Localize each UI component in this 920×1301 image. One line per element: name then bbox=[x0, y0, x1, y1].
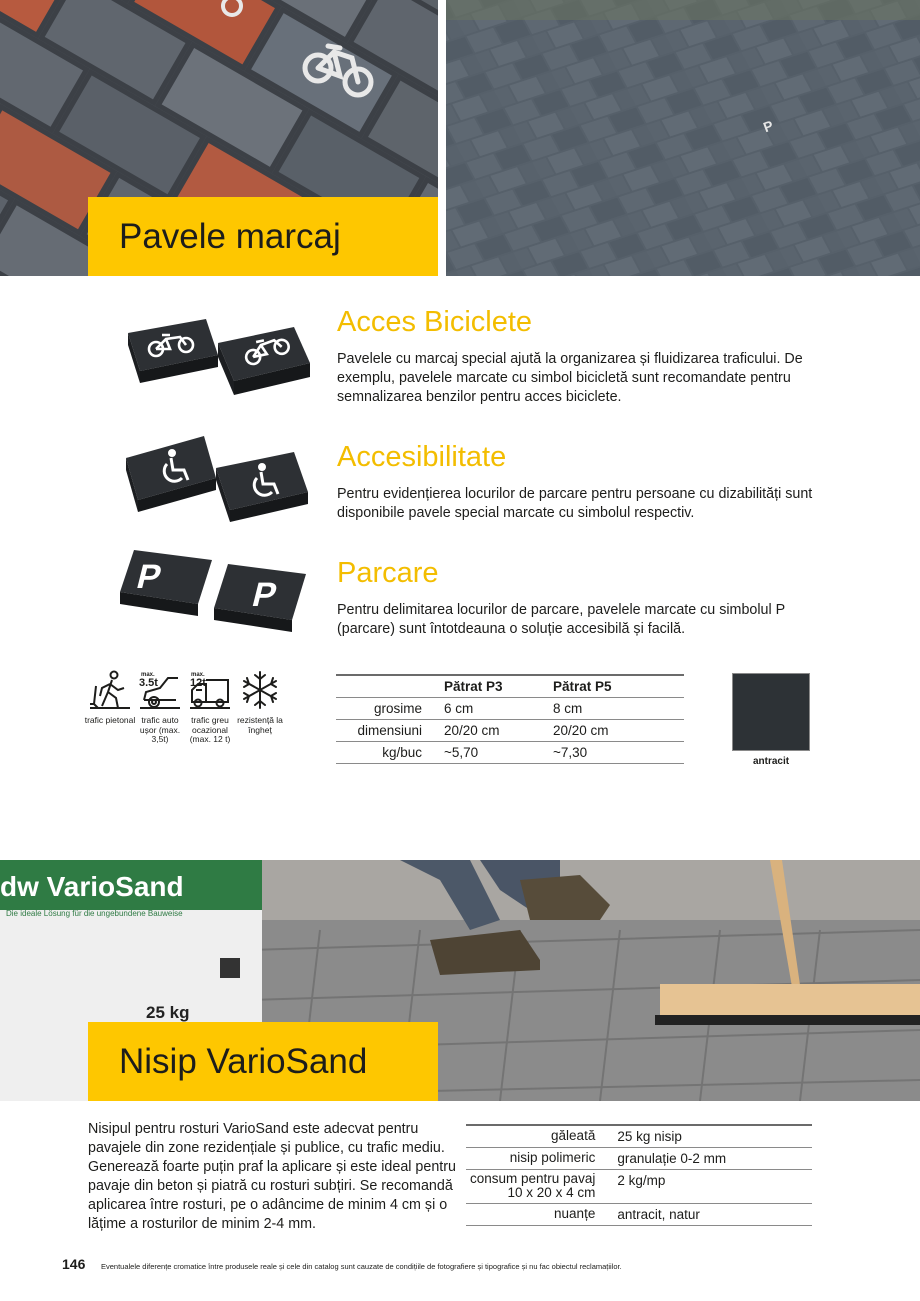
page-title: Pavele marcaj bbox=[119, 216, 341, 256]
table-row-key bbox=[466, 1169, 604, 1203]
table-cell: ~7,30 bbox=[549, 741, 684, 763]
usage-icon-car bbox=[134, 670, 186, 745]
table-cell: antracit, natur bbox=[604, 1203, 812, 1225]
section-title-box bbox=[88, 197, 438, 276]
truck-badge-top: max. bbox=[191, 672, 205, 678]
bucket-tagline: Die ideale Lösung für die ungebundene Bauweise bbox=[6, 909, 183, 918]
table-row-key: nuanțe bbox=[466, 1203, 604, 1225]
product-text-bicycle: Pavelele cu marcaj special ajută la organizarea și fluidizarea traficului. De exemplu, pavelele marcate cu simbol bicicletă sunt recomandate pentru semnalizarea benzilor pentru acces biciclete. bbox=[337, 351, 803, 405]
usage-label-frost: rezistență la îngheț bbox=[237, 715, 283, 735]
car-badge-top: max. bbox=[141, 672, 155, 678]
parking-icon: P bbox=[248, 576, 281, 614]
usage-icon-frost bbox=[234, 670, 286, 735]
table-row-key: găleată bbox=[466, 1125, 604, 1147]
table-cell: 8 cm bbox=[549, 697, 684, 719]
table-row bbox=[336, 719, 684, 741]
table-row-key: kg/buc bbox=[336, 741, 431, 763]
product-text-parking: Pentru delimitarea locurilor de parcare, pavelele marcate cu simbolul P (parcare) sunt întotdeauna o soluție accesibilă și facilă. bbox=[337, 602, 785, 637]
table-row bbox=[336, 741, 684, 763]
hero-photo-right bbox=[446, 0, 920, 276]
table-row-key-line2: 10 x 20 x 4 cm bbox=[507, 1185, 596, 1200]
bucket-brand: dw VarioSand bbox=[0, 871, 184, 902]
snowflake-icon bbox=[238, 670, 282, 710]
paving-photo-right bbox=[446, 0, 920, 276]
variosand-description: Nisipul pentru rosturi VarioSand este adecvat pentru pavajele din zone rezidențiale și publice, cu trafic mediu. Generează foarte puțin praf la aplicare și este ideal pentru pavaje din beton și piatră cu rosturi subțiri. Se recomandă aplicarea între rosturi, pe o adâncime de minim 4 cm și o lățime a rosturilor de minim 2-4 mm. bbox=[88, 1121, 456, 1232]
table-cell: 20/20 cm bbox=[431, 719, 549, 741]
table-row bbox=[466, 1203, 812, 1225]
section2-title-box bbox=[88, 1022, 438, 1101]
table-row bbox=[466, 1169, 812, 1203]
qr-code bbox=[220, 958, 240, 978]
table-cell: 6 cm bbox=[431, 697, 549, 719]
truck-badge: 12t bbox=[190, 677, 206, 689]
bucket-weight: 25 kg bbox=[146, 1003, 190, 1022]
usage-icons bbox=[84, 670, 284, 760]
parking-marking: P bbox=[761, 117, 776, 136]
product-title-parking: Parcare bbox=[337, 557, 439, 589]
table-cell: ~5,70 bbox=[431, 741, 549, 763]
usage-icon-pedestrian bbox=[84, 670, 136, 726]
table-row-key: nisip polimeric bbox=[466, 1147, 604, 1169]
truck-icon bbox=[188, 670, 232, 710]
usage-label-truck: trafic greu ocazional (max. 12 t) bbox=[189, 715, 231, 744]
table-row bbox=[466, 1125, 812, 1147]
table-row bbox=[466, 1147, 812, 1169]
table-header-p5: Pătrat P5 bbox=[549, 675, 684, 697]
parking-icon: P bbox=[133, 558, 166, 596]
usage-icon-truck bbox=[184, 670, 236, 745]
table-header-row bbox=[336, 675, 684, 697]
product-title-bicycle: Acces Biciclete bbox=[337, 306, 533, 338]
usage-label-pedestrian: trafic pietonal bbox=[84, 715, 136, 725]
table-header-p3: Pătrat P3 bbox=[431, 675, 549, 697]
table-row-key: dimensiuni bbox=[336, 719, 431, 741]
table-cell: 20/20 cm bbox=[549, 719, 684, 741]
pedestrian-icon bbox=[88, 670, 132, 710]
color-swatch-label: antracit bbox=[752, 756, 790, 767]
car-icon bbox=[138, 670, 182, 710]
paver-block bbox=[128, 319, 218, 383]
sand-table bbox=[466, 1124, 812, 1226]
table-row bbox=[336, 697, 684, 719]
product-text-accessibility: Pentru evidențierea locurilor de parcare pentru persoane cu dizabilități sunt disponibile pavele special marcate cu simbolul respectiv. bbox=[337, 486, 813, 521]
table-row-key-line1: consum pentru pavaj bbox=[470, 1171, 596, 1186]
footer-disclaimer: Eventualele diferențe cromatice între produsele reale și cele din catalog sunt cauzate de condițiile de fotografiere și tipografice și nu fac obiectul reclamațiilor. bbox=[101, 1262, 622, 1271]
wheelchair-paver-image bbox=[118, 428, 318, 528]
car-badge: 3.5t bbox=[139, 677, 158, 689]
table-row-key: grosime bbox=[336, 697, 431, 719]
page-number: 146 bbox=[62, 1256, 86, 1272]
usage-label-car: trafic auto ușor (max. 3,5t) bbox=[139, 715, 181, 744]
bicycle-paver-image bbox=[118, 305, 318, 405]
table-cell: 2 kg/mp bbox=[604, 1169, 812, 1203]
color-swatch-anthracite bbox=[732, 673, 810, 751]
table-cell: 25 kg nisip bbox=[604, 1125, 812, 1147]
parking-paver-image bbox=[112, 544, 318, 640]
spec-table bbox=[336, 674, 684, 764]
product-title-accessibility: Accesibilitate bbox=[337, 441, 507, 473]
table-cell: granulație 0-2 mm bbox=[604, 1147, 812, 1169]
section2-title: Nisip VarioSand bbox=[119, 1041, 368, 1081]
table-header-empty bbox=[336, 675, 431, 697]
